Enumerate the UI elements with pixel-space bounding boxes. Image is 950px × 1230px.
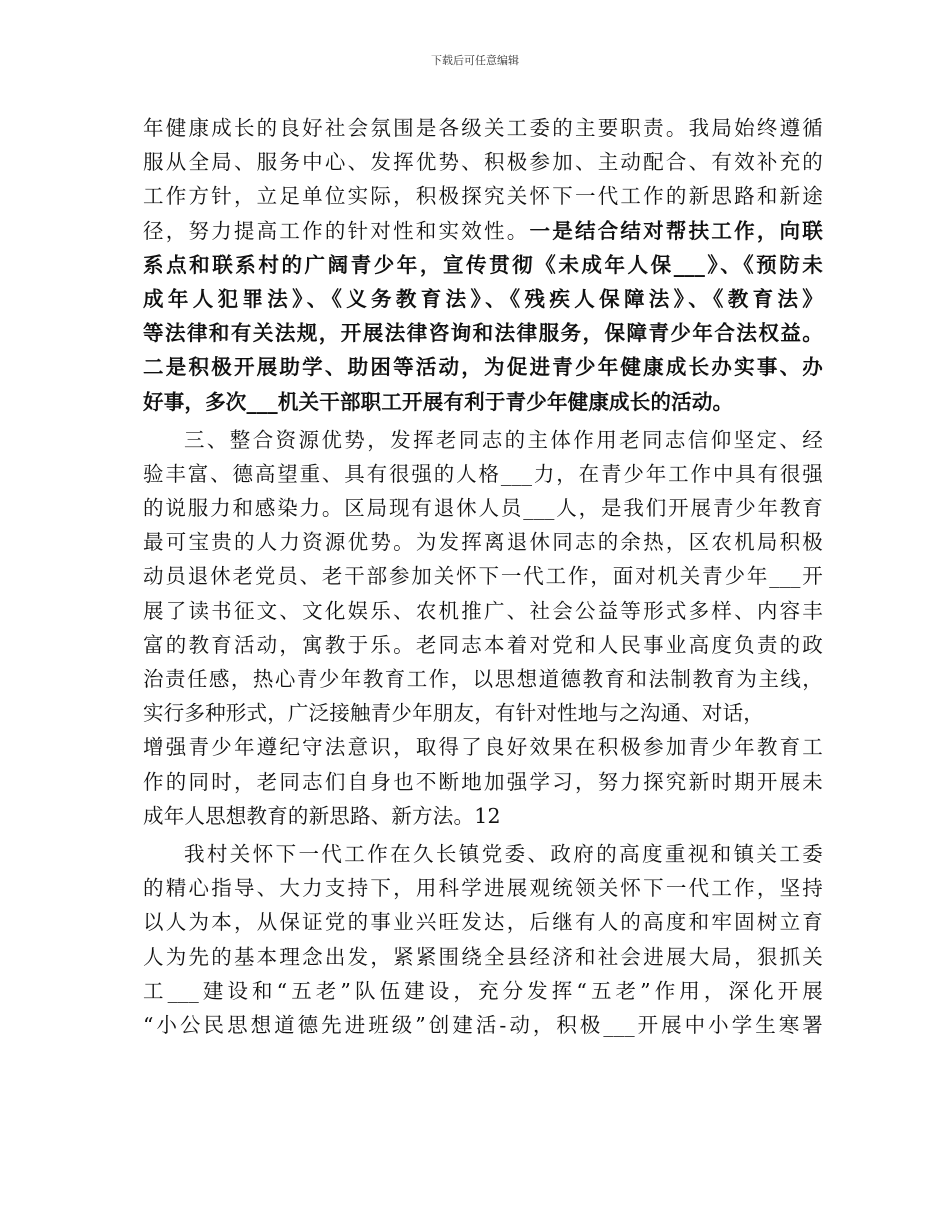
text-line: 作的同时，老同志们自身也不断地加强学习，努力探究新时期开展未 [143,769,823,794]
text-line: 三、整合资源优势，发挥老同志的主体作用老同志信仰坚定、经 [184,427,823,452]
paragraph-3 [143,837,823,1042]
text-line: 成年人思想教育的新思路、新方法。12 [143,803,501,828]
text-line: 展了读书征文、文化娱乐、农机推广、社会公益等形式多样、内容丰 [143,598,823,623]
bold-text-line: 二是积极开展助学、助困等活动，为促进青少年健康成长办实事、办 [143,355,823,380]
text-line: 验丰富、德高望重、具有很强的人格___力，在青少年工作中具有很强 [143,461,823,486]
text-line [143,214,823,248]
text-line: 人为先的基本理念出发，紧紧围绕全县经济和社会进展大局，狠抓关 [143,944,823,969]
text-line: 我村关怀下一代工作在久长镇党委、政府的高度重视和镇关工委 [184,841,823,866]
bold-text-line: 成年人犯罪法》、《义务教育法》、《残疾人保障法》、《教育法》 [143,286,823,311]
text-span: 径，努力提高工作的针对性和实效性。 [143,218,530,243]
text-line: 工___建设和“五老”队伍建设，充分发挥“五老”作用，深化开展 [143,978,823,1003]
text-line: 年健康成长的良好社会氛围是各级关工委的主要职责。我局始终遵循 [143,116,823,140]
text-line: 实行多种形式，广泛接触青少年朋友，有针对性地与之沟通、对话， [143,701,764,726]
text-line: 以人为本，从保证党的事业兴旺发达，后继有人的高度和牢固树立育 [143,910,823,935]
document-body [143,111,823,1042]
text-line: 最可宝贵的人力资源优势。为发挥离退休同志的余热，区农机局积极 [143,530,823,555]
bold-text-line: 好事，多次___机关干部职工开展有利于青少年健康成长的活动。 [143,389,734,414]
paragraph-1 [143,111,823,419]
bold-text-line: 系点和联系村的广阔青少年，宣传贯彻《未成年人保___》、《预防未 [143,252,823,277]
bold-text-span: 一是结合结对帮扶工作，向联 [529,218,823,243]
text-line: 治责任感，热心青少年教育工作，以思想道德教育和法制教育为主线， [143,667,823,691]
bold-text-line: 等法律和有关法规，开展法律咨询和法律服务，保障青少年合法权益。 [143,321,823,346]
paragraph-2 [143,423,823,833]
text-line: “小公民思想道德先进班级”创建活-动，积极___开展中小学生寒署 [143,1012,823,1037]
text-line: 的说服力和感染力。区局现有退休人员___人，是我们开展青少年教育 [143,496,823,521]
text-line: 服从全局、服务中心、发挥优势、积极参加、主动配合、有效补充的 [143,150,823,175]
text-line: 工作方针，立足单位实际，积极探究关怀下一代工作的新思路和新途 [143,184,823,209]
text-line: 的精心指导、大力支持下，用科学进展观统领关怀下一代工作，坚持 [143,876,823,901]
text-line: 增强青少年遵纪守法意识，取得了良好效果在积极参加青少年教育工 [143,735,823,760]
text-line: 富的教育活动，寓教于乐。老同志本着对党和人民事业高度负责的政 [143,632,823,657]
page-header: 下载后可任意编辑 [431,54,519,67]
text-line: 动员退休老党员、老干部参加关怀下一代工作，面对机关青少年___开 [143,564,823,589]
